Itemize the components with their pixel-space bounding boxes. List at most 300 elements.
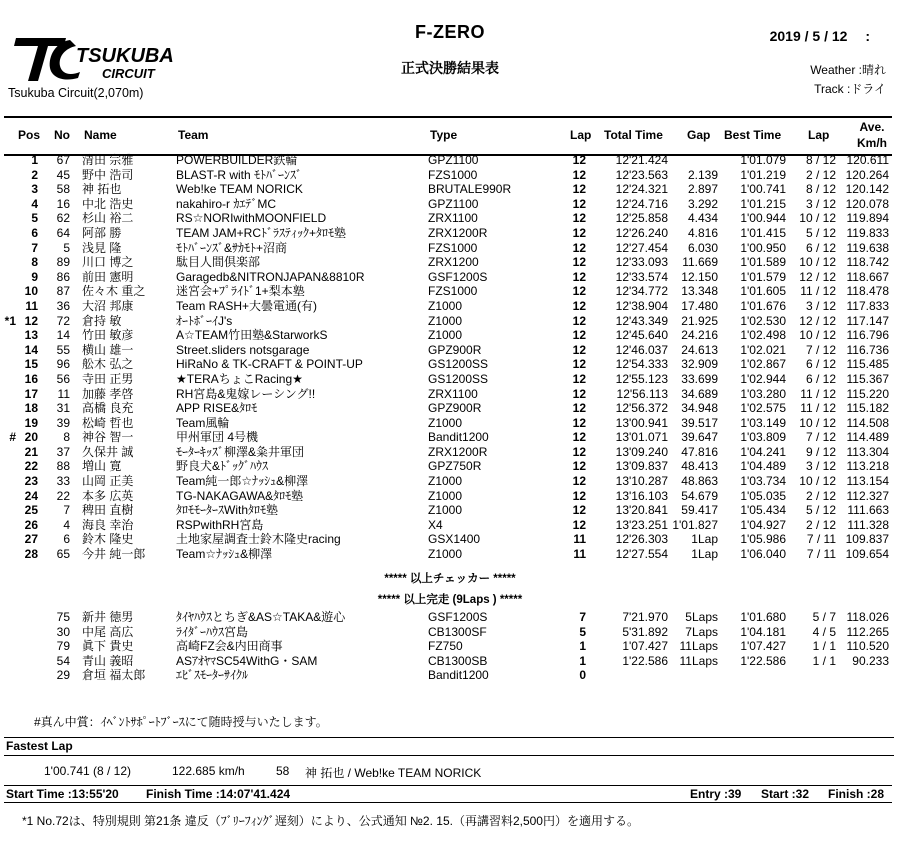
car-number: 64 <box>56 225 70 240</box>
best-lap: 2 / 12 <box>805 167 836 182</box>
laps: 12 <box>572 167 586 182</box>
total-time: 12'56.113 <box>616 386 668 401</box>
best-time: 1'03.280 <box>740 386 786 401</box>
best-time: 1'04.927 <box>740 517 786 532</box>
car-number: 54 <box>56 653 70 668</box>
gap: 17.480 <box>681 298 718 313</box>
average-speed: 119.638 <box>846 240 889 255</box>
total-time: 12'33.574 <box>615 269 668 284</box>
best-lap: 5 / 7 <box>812 610 836 624</box>
position: 24 <box>24 488 38 503</box>
result-row <box>0 343 900 358</box>
machine-type: GPZ900R <box>428 342 482 357</box>
car-number: 72 <box>56 313 70 328</box>
machine-type: Z1000 <box>428 415 463 430</box>
best-time: 1'03.734 <box>740 474 786 489</box>
best-time: 1'03.809 <box>740 430 786 445</box>
race-summary-footer <box>4 785 892 803</box>
car-number: 86 <box>56 269 70 284</box>
rider-name: 神 拓也 <box>82 182 122 197</box>
laps: 0 <box>579 668 586 683</box>
position: 6 <box>31 225 38 240</box>
rider-name: 青山 義昭 <box>82 653 134 668</box>
gap: 39.517 <box>681 415 718 430</box>
best-lap: 11 / 12 <box>800 401 836 416</box>
col-type: Type <box>430 128 458 142</box>
car-number: 5 <box>63 240 70 255</box>
total-time: 13'16.103 <box>615 488 668 503</box>
rider-name: 倉垣 福太郎 <box>82 668 146 683</box>
average-speed: 113.218 <box>846 459 889 474</box>
logo-text-circuit: CIRCUIT <box>102 66 155 81</box>
machine-type: Z1000 <box>428 547 463 562</box>
race-date: 2019 / 5 / 12 : <box>769 28 870 44</box>
total-time: 5'31.892 <box>622 624 668 639</box>
team-name: Team RASH+大曇電通(有) <box>176 298 318 313</box>
team-name: ﾓﾄﾊﾞｰﾝｽﾞ&ｻｶﾓﾄ+沼商 <box>176 240 288 255</box>
result-row <box>0 547 900 562</box>
result-row <box>0 503 900 518</box>
machine-type: Bandit1200 <box>428 430 489 445</box>
col-lap: Lap <box>570 128 592 142</box>
position: 1 <box>31 153 38 167</box>
rider-name: 阿部 勝 <box>82 225 122 240</box>
gap: 1Lap <box>691 547 718 562</box>
team-name: Web!ke TEAM NORICK <box>176 182 303 197</box>
machine-type: GPZ900R <box>428 401 482 416</box>
team-name: ﾓｰﾀｰｷｯｽﾞ柳澤&粂井軍団 <box>176 444 305 459</box>
rider-name: 今井 純一郎 <box>82 547 146 562</box>
average-speed: 113.154 <box>846 474 889 489</box>
laps: 12 <box>572 269 586 284</box>
laps: 12 <box>572 517 586 532</box>
laps: 12 <box>572 196 586 211</box>
rider-name: 松崎 哲也 <box>82 415 134 430</box>
rider-name: 川口 博之 <box>82 255 134 270</box>
best-lap: 6 / 12 <box>805 240 836 255</box>
logo-text-tsukuba: TSUKUBA <box>76 45 174 67</box>
result-row <box>0 153 900 168</box>
result-row <box>0 401 900 416</box>
average-speed: 119.894 <box>846 211 889 226</box>
laps: 12 <box>572 357 586 372</box>
best-lap: 7 / 11 <box>806 532 836 547</box>
best-time: 1'00.944 <box>740 211 786 226</box>
team-name: 駄目人間倶楽部 <box>176 255 261 270</box>
result-row <box>0 284 900 299</box>
start-time: Start Time :13:55'20 <box>6 787 119 801</box>
average-speed: 117.147 <box>846 313 889 328</box>
best-lap: 2 / 12 <box>805 517 836 532</box>
rider-name: 中尾 高広 <box>82 624 134 639</box>
team-name: ｴﾋﾞｽﾓｰﾀｰｻｲｸﾙ <box>176 668 249 683</box>
total-time: 12'27.454 <box>615 240 668 255</box>
car-number: 33 <box>56 474 70 489</box>
car-number: 7 <box>63 503 70 518</box>
best-time: 1'04.181 <box>740 624 786 639</box>
team-name: 迷宮会+ﾌﾟﾗｲﾄﾞ1+梨本塾 <box>176 284 305 299</box>
total-time: 12'21.424 <box>615 153 668 167</box>
total-time: 13'20.841 <box>615 503 668 518</box>
laps: 12 <box>572 444 586 459</box>
gap: 59.417 <box>681 503 718 518</box>
laps: 12 <box>572 240 586 255</box>
gap: 48.413 <box>681 459 718 474</box>
position: 12 <box>24 313 38 328</box>
col-total-time: Total Time <box>604 128 663 142</box>
position: 20 <box>24 430 38 445</box>
gap: 5Laps <box>685 610 718 624</box>
gap: 1Lap <box>691 532 718 547</box>
best-time: 1'05.986 <box>740 532 786 547</box>
best-lap: 12 / 12 <box>799 269 836 284</box>
average-speed: 115.485 <box>846 357 889 372</box>
result-row <box>0 430 900 445</box>
rider-name: 大沼 邦康 <box>82 298 134 313</box>
circuit-name: Tsukuba Circuit(2,070m) <box>8 86 144 100</box>
laps: 12 <box>572 430 586 445</box>
team-name: APP RISE&ﾀﾛﾓ <box>176 401 258 416</box>
position: 28 <box>24 547 38 562</box>
laps: 7 <box>579 610 586 624</box>
team-name: Team純一郎☆ﾅｯｼｭ&柳澤 <box>176 474 309 489</box>
position: 5 <box>31 211 38 226</box>
total-time: 1'07.427 <box>622 639 668 654</box>
machine-type: CB1300SF <box>428 624 487 639</box>
gap: 33.699 <box>681 371 718 386</box>
results-table-body <box>0 153 900 562</box>
average-speed: 115.220 <box>846 386 889 401</box>
gap: 54.679 <box>681 488 718 503</box>
track-condition: Track :ドライ <box>814 82 886 96</box>
non-finisher-row <box>0 654 900 669</box>
machine-type: GPZ1100 <box>428 153 479 167</box>
fastest-lap-speed: 122.685 km/h <box>172 764 245 778</box>
average-speed: 117.833 <box>846 298 889 313</box>
average-speed: 90.233 <box>852 653 889 668</box>
average-speed: 118.478 <box>846 284 889 299</box>
average-speed: 120.078 <box>845 196 889 211</box>
gap: 47.816 <box>681 444 718 459</box>
total-time: 12'34.772 <box>615 284 668 299</box>
non-finisher-row <box>0 610 900 625</box>
machine-type: Z1000 <box>428 313 463 328</box>
total-time: 12'23.563 <box>615 167 668 182</box>
car-number: 29 <box>56 668 70 683</box>
result-row <box>0 445 900 460</box>
best-time: 1'06.040 <box>740 547 786 562</box>
rider-name: 倉持 敏 <box>82 313 122 328</box>
gap: 24.613 <box>681 342 718 357</box>
car-number: 45 <box>56 167 70 182</box>
result-row <box>0 416 900 431</box>
result-row <box>0 182 900 197</box>
laps: 11 <box>573 532 586 547</box>
rider-name: 寺田 正男 <box>82 371 134 386</box>
result-row <box>0 314 900 329</box>
total-time: 13'09.240 <box>615 444 668 459</box>
best-lap: 7 / 11 <box>806 547 836 562</box>
team-name: ﾀﾛﾓﾓｰﾀｰｽWithﾀﾛﾓ塾 <box>176 503 279 518</box>
gap: 2.897 <box>687 182 718 197</box>
best-time: 1'01.415 <box>740 225 786 240</box>
machine-type: ZRX1100 <box>428 211 478 226</box>
rider-name: 鈴木 隆史 <box>82 532 134 547</box>
team-name: A☆TEAM竹田塾&StarworkS <box>176 328 328 343</box>
machine-type: GSF1200S <box>428 269 488 284</box>
machine-type: Z1000 <box>428 474 463 489</box>
machine-type: Bandit1200 <box>428 668 489 683</box>
average-speed: 118.667 <box>846 269 889 284</box>
rider-name: 浅見 隆 <box>82 240 122 255</box>
col-best-time: Best Time <box>724 128 782 142</box>
best-time: 1'01.676 <box>740 298 786 313</box>
gap: 7Laps <box>685 624 718 639</box>
team-name: 高崎FZ会&内田商事 <box>176 639 283 654</box>
rider-name: 佐々木 重之 <box>82 284 146 299</box>
team-name: RH宮島&鬼嫁レーシング!! <box>176 386 316 401</box>
position: 16 <box>24 371 38 386</box>
laps: 12 <box>572 182 586 197</box>
machine-type: GSX1400 <box>428 532 481 547</box>
rider-name: 竹田 敏彦 <box>82 328 134 343</box>
car-number: 14 <box>56 328 70 343</box>
average-speed: 109.654 <box>845 547 889 562</box>
position: 14 <box>24 342 38 357</box>
average-speed: 111.663 <box>847 503 889 518</box>
average-speed: 116.796 <box>846 328 889 343</box>
laps: 12 <box>572 415 586 430</box>
gap: 12.150 <box>681 269 718 284</box>
team-name: ASｱｵﾔﾏSC54WithG・SAM <box>176 653 318 668</box>
result-row <box>0 474 900 489</box>
car-number: 96 <box>56 357 70 372</box>
machine-type: ZRX1200 <box>428 255 479 270</box>
laps: 12 <box>572 284 586 299</box>
gap: 3.292 <box>687 196 718 211</box>
team-name: 野良犬&ﾄﾞｯｸﾞﾊｳｽ <box>176 459 269 474</box>
total-time: 12'24.321 <box>615 182 668 197</box>
gap: 21.925 <box>681 313 718 328</box>
rider-name: 稗田 直樹 <box>82 503 134 518</box>
gap: 24.216 <box>681 328 718 343</box>
total-time: 12'45.640 <box>615 328 668 343</box>
best-time: 1'03.149 <box>740 415 786 430</box>
machine-type: Z1000 <box>428 328 463 343</box>
best-time: 1'01.079 <box>740 153 786 167</box>
position: 22 <box>24 459 38 474</box>
gap: 48.863 <box>681 474 718 489</box>
average-speed: 110.520 <box>846 639 889 654</box>
entry-count: Entry :39 <box>690 787 742 801</box>
laps: 1 <box>579 639 586 654</box>
total-time: 12'33.093 <box>615 255 668 270</box>
gap: 39.647 <box>681 430 718 445</box>
team-name: ﾀｲﾔﾊｳｽとちぎ&AS☆TAKA&遊心 <box>176 610 346 624</box>
rider-name: 前田 憲明 <box>82 269 134 284</box>
best-lap: 7 / 12 <box>805 430 836 445</box>
laps: 12 <box>572 474 586 489</box>
total-time: 12'55.123 <box>615 371 668 386</box>
car-number: 87 <box>56 284 70 299</box>
total-time: 13'01.071 <box>615 430 668 445</box>
best-lap: 4 / 5 <box>812 624 836 639</box>
machine-type: ZRX1200R <box>428 444 488 459</box>
best-time: 1'02.867 <box>740 357 786 372</box>
rider-name: 野中 浩司 <box>82 167 134 182</box>
machine-type: Z1000 <box>428 298 463 313</box>
average-speed: 120.264 <box>845 167 889 182</box>
penalty-mark: *1 <box>4 313 16 328</box>
total-time: 13'00.941 <box>615 415 668 430</box>
position: 9 <box>31 269 38 284</box>
result-row <box>0 387 900 402</box>
car-number: 8 <box>63 430 70 445</box>
laps: 12 <box>572 313 586 328</box>
position: 26 <box>24 517 38 532</box>
machine-type: GSF1200S <box>428 610 488 624</box>
best-time: 1'01.605 <box>740 284 786 299</box>
best-lap: 3 / 12 <box>805 298 836 313</box>
car-number: 62 <box>56 211 70 226</box>
team-name: TEAM JAM+RCﾄﾞﾗｽﾃｨｯｸ+ﾀﾛﾓ塾 <box>176 225 347 240</box>
result-row <box>0 226 900 241</box>
result-row <box>0 532 900 547</box>
best-time: 1'01.579 <box>740 269 786 284</box>
rider-name: 海良 幸治 <box>82 517 134 532</box>
best-time: 1'01.589 <box>740 255 786 270</box>
rider-name: 高橋 良充 <box>82 401 134 416</box>
average-speed: 112.327 <box>846 488 889 503</box>
total-time: 13'09.837 <box>615 459 668 474</box>
rider-name: 神谷 智一 <box>82 430 134 445</box>
position: 25 <box>24 503 38 518</box>
team-name: ★TERAちょこRacing★ <box>176 371 303 386</box>
start-count: Start :32 <box>761 787 810 801</box>
result-row <box>0 211 900 226</box>
best-lap: 8 / 12 <box>805 182 836 197</box>
rider-name: 山岡 正美 <box>82 474 134 489</box>
machine-type: ZRX1100 <box>428 386 478 401</box>
best-lap: 11 / 12 <box>800 386 836 401</box>
car-number: 30 <box>56 624 70 639</box>
position: 8 <box>31 255 38 270</box>
gap: 11Laps <box>679 653 718 668</box>
team-name: BLAST-R with ﾓﾄﾊﾞｰﾝｽﾞ <box>176 167 303 182</box>
laps: 12 <box>572 386 586 401</box>
gap: 1'01.827 <box>672 517 718 532</box>
team-name: Street.sliders notsgarage <box>176 342 310 357</box>
laps: 11 <box>573 547 586 562</box>
best-lap: 2 / 12 <box>805 488 836 503</box>
average-speed: 120.142 <box>845 182 889 197</box>
machine-type: CB1300SB <box>428 653 488 668</box>
gap: 11Laps <box>679 639 718 654</box>
position: 23 <box>24 474 38 489</box>
gap: 4.434 <box>687 211 718 226</box>
team-name: TG-NAKAGAWA&ﾀﾛﾓ塾 <box>176 488 304 503</box>
car-number: 37 <box>56 444 70 459</box>
team-name: ﾗｲﾀﾞｰﾊｳｽ宮島 <box>176 624 249 639</box>
finish-time: Finish Time :14:07'41.424 <box>146 787 291 801</box>
average-speed: 112.265 <box>846 624 889 639</box>
best-lap: 7 / 12 <box>805 342 836 357</box>
machine-type: GS1200SS <box>428 371 489 386</box>
average-speed: 111.328 <box>847 517 889 532</box>
position: 3 <box>31 182 38 197</box>
fastest-lap-number: 58 <box>276 764 290 778</box>
car-number: 75 <box>56 610 70 624</box>
best-time: 1'00.950 <box>740 240 786 255</box>
best-time: 1'01.680 <box>740 610 786 624</box>
fastest-lap-time: 1'00.741 (8 / 12) <box>44 764 132 778</box>
col-no: No <box>54 128 70 142</box>
result-row <box>0 489 900 504</box>
gap: 4.816 <box>687 225 718 240</box>
gap: 13.348 <box>681 284 718 299</box>
car-number: 55 <box>56 342 70 357</box>
team-name: nakahiro-r ｶｴﾃﾞMC <box>176 196 277 211</box>
gap: 32.909 <box>681 357 718 372</box>
car-number: 6 <box>63 532 70 547</box>
best-time: 1'04.241 <box>740 444 786 459</box>
car-number: 65 <box>56 547 70 562</box>
total-time: 12'43.349 <box>615 313 668 328</box>
best-time: 1'02.021 <box>740 342 786 357</box>
machine-type: FZS1000 <box>428 167 478 182</box>
position: 10 <box>24 284 38 299</box>
machine-type: BRUTALE990R <box>428 182 512 197</box>
machine-type: Z1000 <box>428 503 463 518</box>
car-number: 31 <box>56 401 70 416</box>
result-row <box>0 459 900 474</box>
best-time: 1'02.944 <box>740 371 786 386</box>
laps: 12 <box>572 401 586 416</box>
total-time: 12'46.037 <box>615 342 668 357</box>
position: 13 <box>24 328 38 343</box>
total-time: 13'23.251 <box>615 517 668 532</box>
col-average-speed <box>852 119 892 151</box>
result-row <box>0 168 900 183</box>
team-name: Team☆ﾅｯｼｭ&柳澤 <box>176 547 273 562</box>
best-time: 1'02.498 <box>740 328 786 343</box>
total-time: 12'26.303 <box>615 532 668 547</box>
gap: 2.139 <box>687 167 718 182</box>
results-table-header <box>4 116 892 156</box>
average-speed: 119.833 <box>846 225 889 240</box>
col-best-lap: Lap <box>808 128 830 142</box>
rider-name: 新井 徳男 <box>82 610 134 624</box>
best-lap: 6 / 12 <box>805 357 836 372</box>
laps: 12 <box>572 342 586 357</box>
best-lap: 3 / 12 <box>805 196 836 211</box>
team-name: HiRaNo & TK-CRAFT & POINT-UP <box>176 357 363 372</box>
rider-name: 眞下 貴史 <box>82 639 134 654</box>
rider-name: 中北 浩史 <box>82 196 134 211</box>
best-time: 1'05.434 <box>740 503 786 518</box>
machine-type: FZ750 <box>428 639 463 654</box>
position: 17 <box>24 386 38 401</box>
best-lap: 6 / 12 <box>805 371 836 386</box>
laps: 12 <box>572 371 586 386</box>
rider-name: 久保井 誠 <box>82 444 134 459</box>
car-number: 4 <box>63 517 70 532</box>
best-time: 1'01.215 <box>740 196 786 211</box>
position: 27 <box>24 532 38 547</box>
average-speed: 114.489 <box>846 430 889 445</box>
rider-name: 杉山 裕二 <box>82 211 134 226</box>
machine-type: GPZ1100 <box>428 196 479 211</box>
